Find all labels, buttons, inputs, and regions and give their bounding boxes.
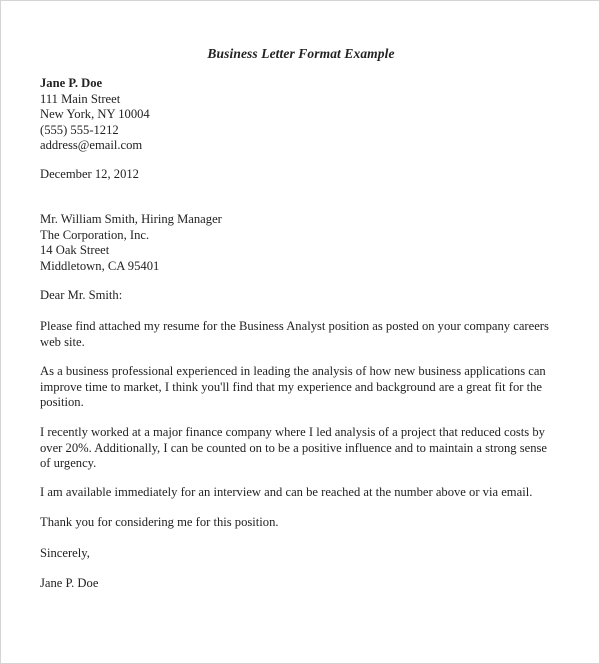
paragraph-line: web site. bbox=[40, 334, 85, 349]
sender-email: address@email.com bbox=[40, 138, 143, 152]
salutation: Dear Mr. Smith: bbox=[40, 288, 123, 302]
recipient-city-state-zip: Middletown, CA 95401 bbox=[40, 258, 160, 273]
body-paragraph bbox=[40, 364, 560, 411]
paragraph-line: I am available immediately for an interview and can be reached at the number above or via email. bbox=[40, 485, 533, 499]
body-paragraph bbox=[40, 485, 560, 501]
sender-city-state-zip: New York, NY 10004 bbox=[40, 107, 150, 121]
document-title: Business Letter Format Example bbox=[207, 46, 395, 61]
sender-street: 111 Main Street bbox=[40, 91, 121, 106]
paragraph-line: I recently worked at a major finance company where I led analysis of a project that reduced costs by bbox=[40, 425, 545, 439]
paragraph-line: Thank you for considering me for this position. bbox=[40, 515, 279, 529]
sender-name: Jane P. Doe bbox=[40, 76, 103, 90]
body-paragraph bbox=[40, 425, 560, 472]
complimentary-closing: Sincerely, bbox=[40, 546, 90, 560]
paragraph-line: position. bbox=[40, 395, 84, 409]
signature-name: Jane P. Doe bbox=[40, 576, 99, 590]
body-paragraph bbox=[40, 319, 560, 350]
paragraph-line: over 20%. Additionally, I can be counted on to be a positive influence and to maintain a strong sense bbox=[40, 440, 547, 455]
sender-address-block bbox=[40, 76, 560, 154]
recipient-company: The Corporation, Inc. bbox=[40, 227, 150, 242]
recipient-name-title: Mr. William Smith, Hiring Manager bbox=[40, 212, 222, 226]
paragraph-line: Please find attached my resume for the Business Analyst position as posted on your company careers bbox=[40, 319, 549, 333]
paragraph-line: of urgency. bbox=[40, 456, 97, 470]
paragraph-line: As a business professional experienced in leading the analysis of how new business applications can bbox=[40, 364, 546, 378]
sender-phone: (555) 555-1212 bbox=[40, 122, 119, 137]
letter-date: December 12, 2012 bbox=[40, 167, 139, 181]
paragraph-line: improve time to market, I think you'll find that my experience and background are a great fit for the bbox=[40, 379, 542, 394]
body-paragraph bbox=[40, 515, 560, 531]
recipient-address-block bbox=[40, 212, 560, 274]
recipient-street: 14 Oak Street bbox=[40, 243, 110, 257]
